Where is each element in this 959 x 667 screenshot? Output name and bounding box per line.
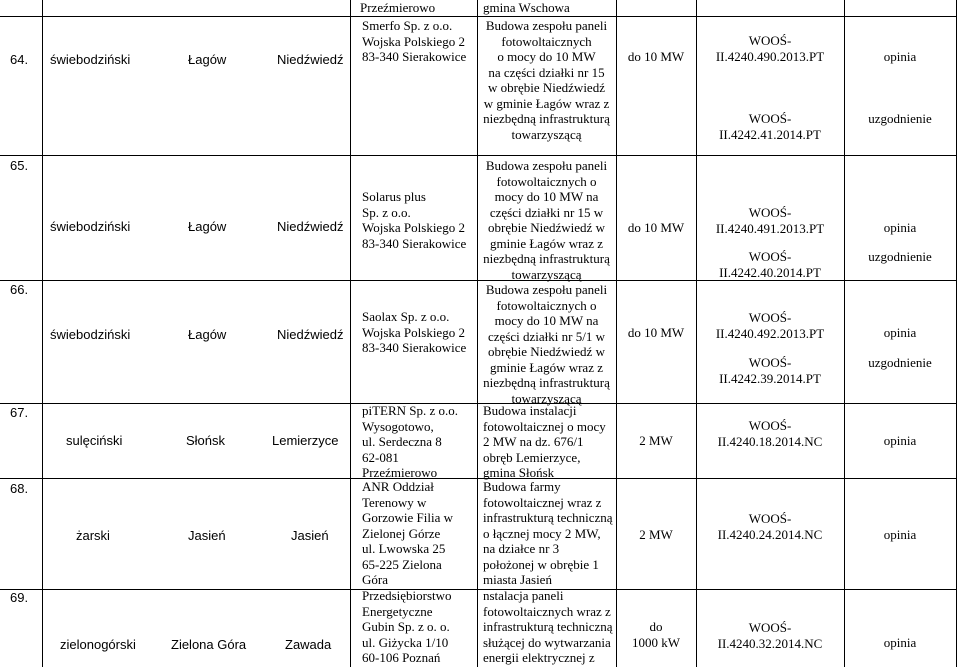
locality: Niedźwiedź [277, 219, 344, 234]
commune: Łagów [188, 52, 227, 67]
case-signature: WOOŚ- II.4240.492.2013.PT [715, 310, 825, 341]
investor: piTERN Sp. z o.o. Wysogotowo, ul. Serdeczna 8 62-081 Przeźmierowo [362, 403, 459, 480]
case-signature: WOOŚ- II.4240.18.2014.NC [717, 418, 823, 449]
row-number: 66. [10, 282, 29, 297]
investor: ANR Oddział Terenowy w Gorzowie Filia w Zielonej Górze ul. Lwowska 25 65-225 Zielona Góra [362, 479, 453, 587]
grid-line [956, 0, 957, 667]
power: do 1000 kW [631, 619, 681, 650]
investor: Saolax Sp. z o.o. Wojska Polskiego 2 83-340 Sierakowice [362, 309, 467, 355]
grid-line [0, 589, 957, 590]
decision-type: opinia [883, 220, 917, 235]
row-number: 64. [10, 52, 29, 67]
county: świebodziński [50, 52, 131, 67]
decision-type: opinia [883, 433, 917, 448]
locality: Zawada [285, 637, 332, 652]
investor-address-fragment: Przeźmierowo [360, 0, 436, 15]
power: do 10 MW [627, 325, 685, 340]
project-description: Budowa instalacji fotowoltaicznej o mocy 2 MW na dz. 676/1 obręb Lemierzyce, gmina Słońsk [483, 403, 606, 480]
investor: Solarus plus Sp. z o.o. Wojska Polskiego 2 83-340 Sierakowice [362, 189, 467, 251]
grid-line [0, 155, 957, 156]
locality: Niedźwiedź [277, 327, 344, 342]
county: zielonogórski [60, 637, 136, 652]
project-description: Budowa farmy fotowoltaicznej wraz z infrastrukturą techniczną o łącznej mocy 2 MW, na działce nr 3 położonej w obrębie 1 miasta Jasień [483, 479, 613, 587]
county: sulęciński [66, 433, 123, 448]
decision-type: opinia [883, 325, 917, 340]
project-description: nstalacja paneli fotowoltaicznych wraz z infrastrukturą techniczną służącej do wytwarzania energii elektrycznej z [483, 588, 613, 665]
investor: Smerfo Sp. z o.o. Wojska Polskiego 2 83-340 Sierakowice [362, 18, 467, 64]
project-description: Budowa zespołu paneli fotowoltaicznych o mocy do 10 MW na części działki nr 15 w obrębie Niedźwiedź w gminie Łagów wraz z niezbędną infrastrukturą towarzyszącą [483, 158, 610, 282]
county: żarski [76, 528, 110, 543]
row-number: 65. [10, 158, 29, 173]
case-signature: WOOŚ- II.4242.39.2014.PT [719, 355, 821, 386]
county: świebodziński [50, 219, 131, 234]
case-signature: WOOŚ- II.4240.490.2013.PT [715, 33, 825, 64]
decision-type: uzgodnienie [868, 249, 932, 264]
row-number: 68. [10, 481, 29, 496]
commune: Łagów [188, 327, 227, 342]
locality: Niedźwiedź [277, 52, 344, 67]
location-fragment: gmina Wschowa [483, 0, 570, 15]
case-signature: WOOŚ- II.4242.41.2014.PT [719, 111, 821, 142]
commune: Słońsk [186, 433, 226, 448]
commune: Zielona Góra [171, 637, 247, 652]
locality: Jasień [291, 528, 329, 543]
grid-line [42, 0, 43, 667]
case-signature: WOOŚ- II.4240.24.2014.NC [717, 511, 823, 542]
grid-line [0, 16, 957, 17]
row-number: 69. [10, 590, 29, 605]
power: 2 MW [639, 527, 673, 542]
project-description: Budowa zespołu paneli fotowoltaicznych o mocy do 10 MW na części działki nr 5/1 w obrębie Niedźwiedź w gminie Łagów wraz z niezbędną infrastrukturą towarzyszącą [483, 282, 610, 406]
decision-type: opinia [883, 49, 917, 64]
row-number: 67. [10, 405, 29, 420]
decision-type: opinia [883, 635, 917, 650]
commune: Jasień [188, 528, 226, 543]
grid-line [350, 0, 351, 667]
power: do 10 MW [627, 49, 685, 64]
county: świebodziński [50, 327, 131, 342]
locality: Lemierzyce [272, 433, 339, 448]
case-signature: WOOŚ- II.4240.491.2013.PT [715, 205, 825, 236]
case-signature: WOOŚ- II.4242.40.2014.PT [719, 249, 821, 280]
decision-type: uzgodnienie [868, 111, 932, 126]
power: 2 MW [639, 433, 673, 448]
project-description: Budowa zespołu paneli fotowoltaicznych o mocy do 10 MW na części działki nr 15 w obrębie Niedźwiedź w gminie Łagów wraz z niezbędną infrastrukturą towarzyszącą [483, 18, 610, 142]
power: do 10 MW [627, 220, 685, 235]
case-signature: WOOŚ- II.4240.32.2014.NC [717, 620, 823, 651]
commune: Łagów [188, 219, 227, 234]
investor: Przedsiębiorstwo Energetyczne Gubin Sp. z o. o. ul. Giżycka 1/10 60-106 Poznań [362, 588, 452, 665]
grid-line [0, 478, 957, 479]
decision-type: opinia [883, 527, 917, 542]
decision-type: uzgodnienie [868, 355, 932, 370]
